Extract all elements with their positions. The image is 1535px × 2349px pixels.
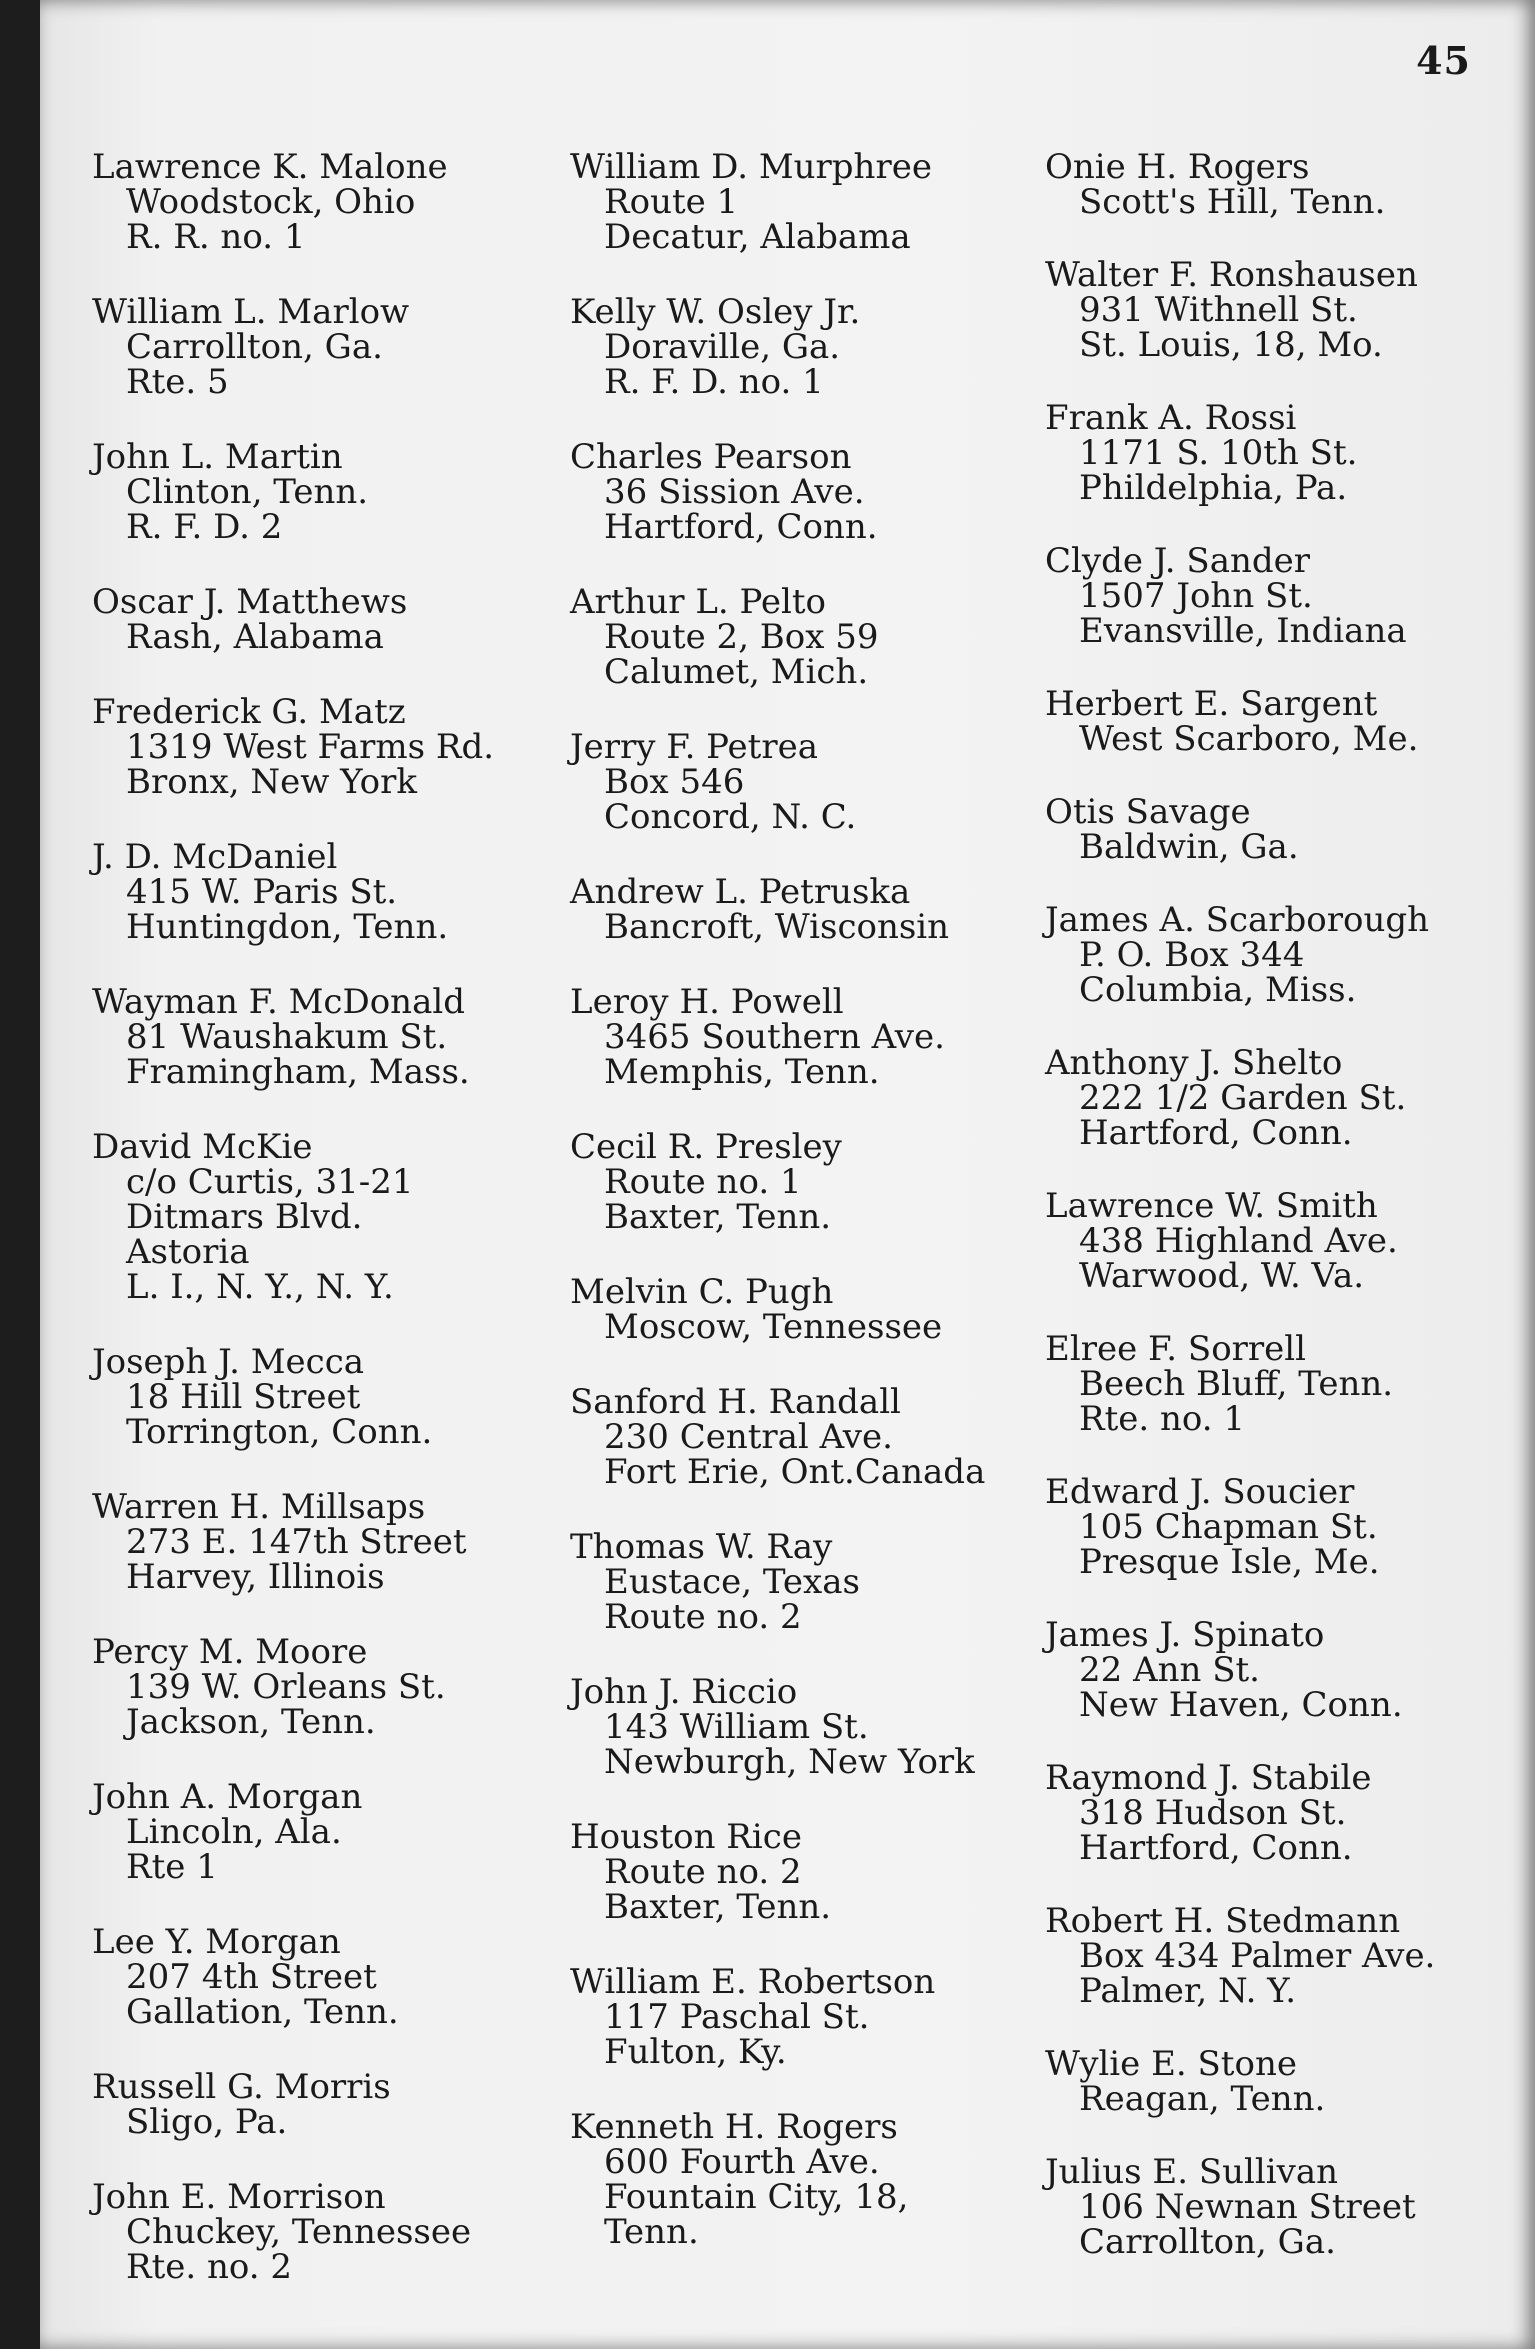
entry-name: Walter F. Ronshausen — [1045, 255, 1418, 295]
entry-name: Melvin C. Pugh — [570, 1272, 834, 1312]
directory-entry — [92, 1127, 552, 1307]
entry-address-line: 318 Hudson St. — [1079, 1793, 1347, 1833]
directory-entry — [570, 1527, 1030, 1637]
directory-entry — [92, 1632, 552, 1742]
entry-address-line: 18 Hill Street — [126, 1377, 361, 1417]
entry-address-line: Hartford, Conn. — [604, 507, 878, 547]
entry-name: William D. Murphree — [570, 147, 932, 187]
entry-address-line: Columbia, Miss. — [1079, 970, 1357, 1010]
entry-address-line: 222 1/2 Garden St. — [1079, 1078, 1407, 1118]
directory-entry — [92, 2177, 552, 2287]
entry-name: Wylie E. Stone — [1045, 2044, 1297, 2084]
entry-name: William L. Marlow — [92, 292, 410, 332]
entry-address-line: 1319 West Farms Rd. — [126, 727, 495, 767]
entry-address-line: Chuckey, Tennessee — [126, 2212, 472, 2252]
entry-address-line: Scott's Hill, Tenn. — [1079, 182, 1386, 222]
entry-name: David McKie — [92, 1127, 313, 1167]
entry-address-line: 105 Chapman St. — [1079, 1507, 1378, 1547]
directory-entry — [92, 1922, 552, 2032]
directory-entry — [570, 1382, 1030, 1492]
directory-entry — [92, 1487, 552, 1597]
directory-entry — [92, 582, 552, 657]
entry-name: John L. Martin — [92, 437, 343, 477]
directory-entry — [1045, 2044, 1505, 2119]
entry-address-line: 106 Newnan Street — [1079, 2187, 1416, 2227]
entry-address-line: Huntingdon, Tenn. — [126, 907, 449, 947]
entry-name: Edward J. Soucier — [1045, 1472, 1355, 1512]
entry-name: James J. Spinato — [1045, 1615, 1325, 1655]
directory-entry — [1045, 1901, 1505, 2011]
directory-entry — [92, 2067, 552, 2142]
entry-name: Lawrence K. Malone — [92, 147, 448, 187]
entry-name: Jerry F. Petrea — [570, 727, 818, 767]
entry-address-line: R. R. no. 1 — [126, 217, 306, 257]
entry-address-line: Route 1 — [604, 182, 739, 222]
entry-name: Frederick G. Matz — [92, 692, 406, 732]
entry-address-line: 931 Withnell St. — [1079, 290, 1358, 330]
directory-entry — [92, 147, 552, 257]
entry-address-line: 600 Fourth Ave. — [604, 2142, 880, 2182]
entry-name: Kelly W. Osley Jr. — [570, 292, 861, 332]
directory-entry — [570, 2107, 1030, 2252]
entry-address-line: Tenn. — [604, 2212, 699, 2252]
directory-entry — [1045, 1186, 1505, 1296]
entry-address-line: Sligo, Pa. — [126, 2102, 288, 2142]
entry-name: James A. Scarborough — [1045, 900, 1430, 940]
directory-entry — [1045, 2152, 1505, 2262]
entry-address-line: Fort Erie, Ont.Canada — [604, 1452, 986, 1492]
entry-address-line: Doraville, Ga. — [604, 327, 841, 367]
entry-name: Oscar J. Matthews — [92, 582, 408, 622]
entry-address-line: Presque Isle, Me. — [1079, 1542, 1380, 1582]
entry-address-line: Phildelphia, Pa. — [1079, 468, 1348, 508]
entry-address-line: Box 546 — [604, 762, 745, 802]
entry-address-line: Route no. 1 — [604, 1162, 802, 1202]
entry-address-line: Route no. 2 — [604, 1597, 802, 1637]
directory-entry — [92, 982, 552, 1092]
directory-entry — [92, 437, 552, 547]
directory-entry — [570, 437, 1030, 547]
entry-address-line: Bancroft, Wisconsin — [604, 907, 950, 947]
entry-address-line: Fulton, Ky. — [604, 2032, 787, 2072]
directory-entry — [1045, 792, 1505, 867]
entry-address-line: Framingham, Mass. — [126, 1052, 470, 1092]
directory-entry — [570, 982, 1030, 1092]
entry-address-line: Carrollton, Ga. — [126, 327, 383, 367]
directory-entry — [1045, 541, 1505, 651]
entry-address-line: Baxter, Tenn. — [604, 1887, 832, 1927]
entry-address-line: Hartford, Conn. — [1079, 1828, 1353, 1868]
directory-column-3 — [1045, 147, 1505, 2298]
entry-address-line: 1171 S. 10th St. — [1079, 433, 1358, 473]
entry-address-line: 3465 Southern Ave. — [604, 1017, 945, 1057]
entry-name: Raymond J. Stabile — [1045, 1758, 1372, 1798]
entry-address-line: Rte. no. 2 — [126, 2247, 293, 2287]
directory-entry — [1045, 1615, 1505, 1725]
directory-entry — [92, 692, 552, 802]
entry-address-line: 22 Ann St. — [1079, 1650, 1260, 1690]
entry-name: Sanford H. Randall — [570, 1382, 901, 1422]
entry-address-line: Eustace, Texas — [604, 1562, 860, 1602]
entry-address-line: 438 Highland Ave. — [1079, 1221, 1398, 1261]
entry-address-line: Warwood, W. Va. — [1079, 1256, 1365, 1296]
entry-address-line: Baxter, Tenn. — [604, 1197, 832, 1237]
entry-name: John A. Morgan — [92, 1777, 363, 1817]
directory-entry — [570, 1962, 1030, 2072]
entry-address-line: New Haven, Conn. — [1079, 1685, 1403, 1725]
entry-address-line: Rte. no. 1 — [1079, 1399, 1246, 1439]
directory-entry — [92, 1342, 552, 1452]
directory-entry — [570, 147, 1030, 257]
entry-address-line: Hartford, Conn. — [1079, 1113, 1353, 1153]
entry-name: Herbert E. Sargent — [1045, 684, 1378, 724]
entry-name: Percy M. Moore — [92, 1632, 368, 1672]
entry-address-line: Box 434 Palmer Ave. — [1079, 1936, 1436, 1976]
entry-address-line: Woodstock, Ohio — [126, 182, 416, 222]
directory-entry — [570, 727, 1030, 837]
directory-entry — [1045, 1472, 1505, 1582]
entry-name: Frank A. Rossi — [1045, 398, 1297, 438]
directory-entry — [1045, 1329, 1505, 1439]
directory-entry — [1045, 1758, 1505, 1868]
entry-address-line: R. F. D. 2 — [126, 507, 283, 547]
entry-address-line: Evansville, Indiana — [1079, 611, 1407, 651]
entry-name: Joseph J. Mecca — [92, 1342, 365, 1382]
entry-address-line: 230 Central Ave. — [604, 1417, 893, 1457]
entry-name: Charles Pearson — [570, 437, 852, 477]
directory-entry — [570, 1127, 1030, 1237]
entry-name: Lawrence W. Smith — [1045, 1186, 1378, 1226]
directory-entry — [570, 292, 1030, 402]
entry-name: Anthony J. Shelto — [1045, 1043, 1343, 1083]
entry-name: Andrew L. Petruska — [570, 872, 911, 912]
entry-name: Clyde J. Sander — [1045, 541, 1310, 581]
page-number: 45 — [1416, 38, 1471, 83]
entry-name: Otis Savage — [1045, 792, 1251, 832]
directory-page — [40, 0, 1535, 2349]
directory-entry — [570, 1272, 1030, 1347]
entry-address-line: Concord, N. C. — [604, 797, 857, 837]
entry-address-line: Rte. 5 — [126, 362, 229, 402]
entry-name: Lee Y. Morgan — [92, 1922, 341, 1962]
entry-address-line: Rte 1 — [126, 1847, 218, 1887]
entry-name: Russell G. Morris — [92, 2067, 391, 2107]
entry-address-line: Gallation, Tenn. — [126, 1992, 399, 2032]
entry-address-line: c/o Curtis, 31-21 — [126, 1162, 414, 1202]
entry-address-line: Calumet, Mich. — [604, 652, 869, 692]
entry-address-line: L. I., N. Y., N. Y. — [126, 1267, 394, 1307]
directory-entry — [1045, 684, 1505, 759]
entry-name: John J. Riccio — [570, 1672, 798, 1712]
entry-name: Wayman F. McDonald — [92, 982, 465, 1022]
entry-address-line: 81 Waushakum St. — [126, 1017, 448, 1057]
entry-address-line: 207 4th Street — [126, 1957, 377, 1997]
directory-entry — [570, 872, 1030, 947]
directory-entry — [1045, 147, 1505, 222]
entry-address-line: Carrollton, Ga. — [1079, 2222, 1336, 2262]
entry-name: Julius E. Sullivan — [1045, 2152, 1339, 2192]
entry-name: Onie H. Rogers — [1045, 147, 1310, 187]
entry-address-line: 139 W. Orleans St. — [126, 1667, 446, 1707]
entry-name: Cecil R. Presley — [570, 1127, 842, 1167]
entry-address-line: 273 E. 147th Street — [126, 1522, 467, 1562]
entry-address-line: Fountain City, 18, — [604, 2177, 909, 2217]
entry-address-line: Newburgh, New York — [604, 1742, 975, 1782]
entry-address-line: Bronx, New York — [126, 762, 417, 802]
entry-address-line: Route 2, Box 59 — [604, 617, 879, 657]
directory-column-2 — [570, 147, 1030, 2290]
directory-column-1 — [92, 147, 552, 2325]
entry-name: Thomas W. Ray — [570, 1527, 833, 1567]
entry-address-line: Route no. 2 — [604, 1852, 802, 1892]
entry-address-line: Decatur, Alabama — [604, 217, 911, 257]
entry-name: Arthur L. Pelto — [570, 582, 826, 622]
entry-name: Robert H. Stedmann — [1045, 1901, 1401, 1941]
entry-address-line: West Scarboro, Me. — [1079, 719, 1419, 759]
entry-name: J. D. McDaniel — [92, 837, 338, 877]
entry-address-line: St. Louis, 18, Mo. — [1079, 325, 1383, 365]
directory-entry — [570, 1817, 1030, 1927]
entry-address-line: 415 W. Paris St. — [126, 872, 398, 912]
entry-address-line: P. O. Box 344 — [1079, 935, 1305, 975]
entry-address-line: Memphis, Tenn. — [604, 1052, 880, 1092]
entry-address-line: 1507 John St. — [1079, 576, 1313, 616]
entry-address-line: R. F. D. no. 1 — [604, 362, 824, 402]
directory-entry — [92, 1777, 552, 1887]
entry-address-line: Harvey, Illinois — [126, 1557, 385, 1597]
entry-address-line: 143 William St. — [604, 1707, 869, 1747]
directory-entry — [1045, 255, 1505, 365]
directory-entry — [570, 1672, 1030, 1782]
entry-address-line: Astoria — [126, 1232, 250, 1272]
entry-name: Warren H. Millsaps — [92, 1487, 426, 1527]
entry-address-line: Beech Bluff, Tenn. — [1079, 1364, 1394, 1404]
entry-address-line: Jackson, Tenn. — [126, 1702, 376, 1742]
entry-address-line: Moscow, Tennessee — [604, 1307, 943, 1347]
entry-address-line: Rash, Alabama — [126, 617, 384, 657]
entry-name: Elree F. Sorrell — [1045, 1329, 1307, 1369]
entry-address-line: Clinton, Tenn. — [126, 472, 369, 512]
directory-entry — [92, 292, 552, 402]
entry-address-line: 36 Sission Ave. — [604, 472, 865, 512]
entry-name: Houston Rice — [570, 1817, 802, 1857]
directory-entry — [570, 582, 1030, 692]
directory-entry — [1045, 1043, 1505, 1153]
entry-address-line: Lincoln, Ala. — [126, 1812, 342, 1852]
directory-entry — [1045, 900, 1505, 1010]
entry-name: Leroy H. Powell — [570, 982, 844, 1022]
entry-address-line: Ditmars Blvd. — [126, 1197, 363, 1237]
directory-entry — [1045, 398, 1505, 508]
entry-name: John E. Morrison — [92, 2177, 386, 2217]
entry-address-line: Reagan, Tenn. — [1079, 2079, 1326, 2119]
entry-name: William E. Robertson — [570, 1962, 936, 2002]
entry-address-line: Palmer, N. Y. — [1079, 1971, 1297, 2011]
entry-name: Kenneth H. Rogers — [570, 2107, 898, 2147]
entry-address-line: Baldwin, Ga. — [1079, 827, 1299, 867]
entry-address-line: 117 Paschal St. — [604, 1997, 870, 2037]
directory-entry — [92, 837, 552, 947]
entry-address-line: Torrington, Conn. — [126, 1412, 433, 1452]
